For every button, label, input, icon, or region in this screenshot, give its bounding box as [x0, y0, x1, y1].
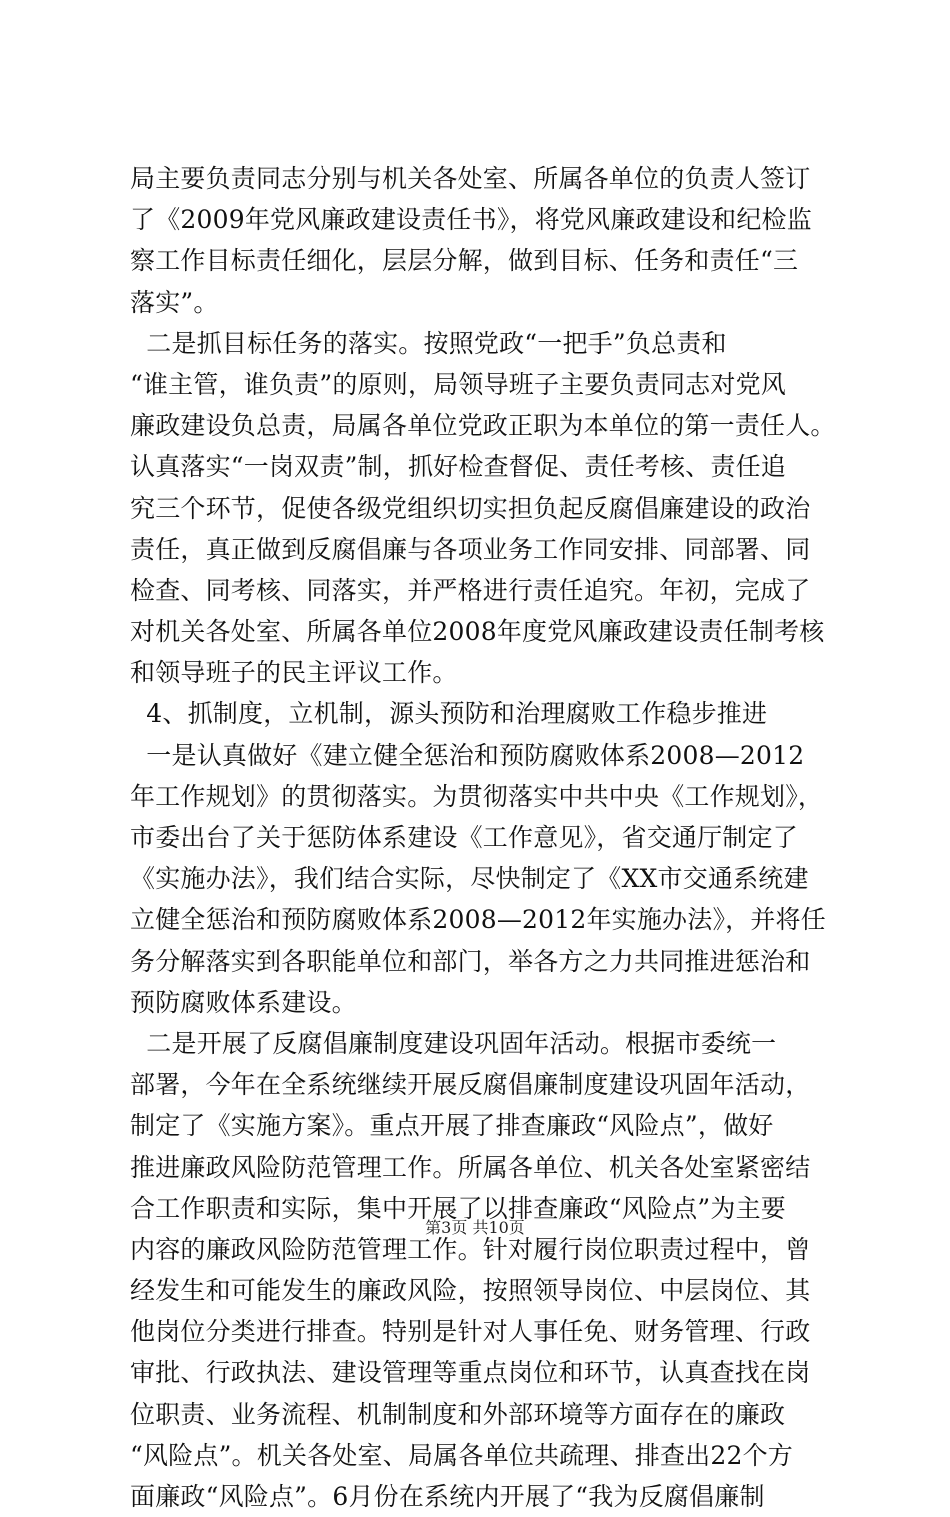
text-line: 市委出台了关于惩防体系建设《工作意见》，省交通厅制定了 [130, 823, 798, 852]
text-line: 了《2009年党风廉政建设责任书》，将党风廉政建设和纪检监 [130, 205, 812, 235]
text-line: 二是抓目标任务的落实。按照党政“一把手”负总责和 [130, 328, 727, 358]
text-line: 对机关各处室、所属各单位2008年度党风廉政建设责任制考核 [130, 617, 825, 647]
text-line: 一是认真做好《建立健全惩治和预防腐败体系2008—2012 [130, 740, 805, 770]
text-line: 立健全惩治和预防腐败体系2008—2012年实施办法》，并将任 [130, 905, 826, 935]
text-line: 认真落实“一岗双责”制，抓好检查督促、责任考核、责任追 [130, 452, 786, 482]
text-line: 《实施办法》，我们结合实际，尽快制定了《XX市交通系统建 [130, 864, 809, 894]
text-line: 他岗位分类进行排查。特别是针对人事任免、财务管理、行政 [130, 1317, 811, 1347]
text-line: 落实”。 [130, 287, 219, 317]
text-line: 务分解落实到各职能单位和部门，举各方之力共同推进惩治和 [130, 946, 811, 976]
text-line: 内容的廉政风险防范管理工作。针对履行岗位职责过程中，曾 [130, 1234, 811, 1264]
page-footer: 第3页 共10页 [425, 1218, 525, 1237]
text-line: 局主要负责同志分别与机关各处室、所属各单位的负责人签订 [130, 164, 811, 193]
text-line: 经发生和可能发生的廉政风险，按照领导岗位、中层岗位、其 [130, 1276, 811, 1306]
text-line: 廉政建设负总责，局属各单位党政正职为本单位的第一责任人。 [130, 411, 836, 441]
text-line: “风险点”。机关各处室、局属各单位共疏理、排查出22个方 [130, 1440, 793, 1470]
text-line: 检查、同考核、同落实，并严格进行责任追究。年初，完成了 [130, 575, 811, 605]
text-line: 责任，真正做到反腐倡廉与各项业务工作同安排、同部署、同 [130, 534, 811, 564]
text-line: 察工作目标责任细化，层层分解，做到目标、任务和责任“三 [130, 246, 799, 276]
text-line: 4、抓制度，立机制，源头预防和治理腐败工作稳步推进 [130, 699, 768, 729]
text-line: “谁主管，谁负责”的原则，局领导班子主要负责同志对党风 [130, 369, 786, 399]
text-line: 二是开展了反腐倡廉制度建设巩固年活动。根据市委统一 [130, 1028, 777, 1058]
body-text [130, 158, 834, 1517]
text-line: 审批、行政执法、建设管理等重点岗位和环节，认真查找在岗 [130, 1358, 811, 1388]
text-line: 和领导班子的民主评议工作。 [130, 658, 458, 688]
text-line: 制定了《实施方案》。重点开展了排查廉政“风险点”，做好 [130, 1111, 774, 1141]
text-line: 合工作职责和实际，集中开展了以排查廉政“风险点”为主要 [130, 1193, 786, 1223]
text-line: 推进廉政风险防范管理工作。所属各单位、机关各处室紧密结 [130, 1152, 811, 1182]
text-line: 面廉政“风险点”。6月份在系统内开展了“我为反腐倡廉制 [130, 1482, 765, 1511]
text-line: 年工作规划》的贯彻落实。为贯彻落实中共中央《工作规划》， [130, 781, 824, 811]
text-line: 究三个环节，促使各级党组织切实担负起反腐倡廉建设的政治 [130, 493, 811, 523]
text-line: 位职责、业务流程、机制制度和外部环境等方面存在的廉政 [130, 1399, 786, 1429]
text-line: 预防腐败体系建设。 [130, 987, 357, 1017]
text-line: 部署，今年在全系统继续开展反腐倡廉制度建设巩固年活动， [130, 1070, 811, 1100]
